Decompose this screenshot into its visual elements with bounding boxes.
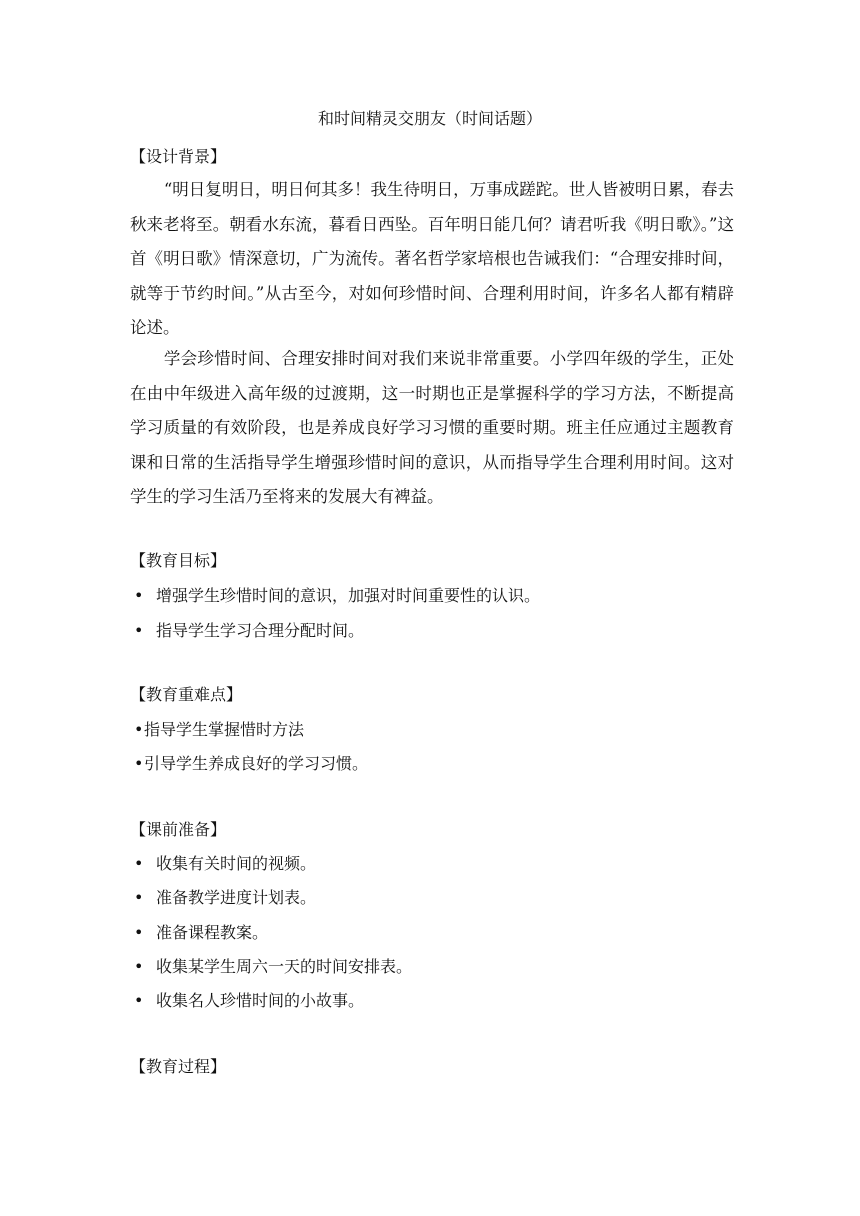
section-heading-process: 【教育过程】 bbox=[130, 1057, 227, 1076]
preparation-item bbox=[134, 922, 268, 944]
background-paragraph-1: “明日复明日，明日何其多！我生待明日，万事成蹉跎。世人皆被明日累，春去秋来老将至。朝看水东流，暮看日西坠。百年明日能几何？请君听我《明日歌》。”这首《明日歌》情深意切，广为流传。著名哲学家培根也告诫我们：“合理安排时间，就等于节约时间。”从古至今，对如何珍惜时间、合理利用时间，许多名人都有精辟论述。 bbox=[130, 180, 734, 338]
section-heading-preparation: 【课前准备】 bbox=[130, 820, 227, 839]
preparation-item-text: 收集有关时间的视频。 bbox=[156, 854, 317, 873]
background-paragraph-2: 学会珍惜时间、合理安排时间对我们来说非常重要。小学四年级的学生，正处在由中年级进入高年级的过渡期，这一时期也正是掌握科学的学习方法，不断提高学习质量的有效阶段，也是养成良好学习习惯的重要时期。班主任应通过主题教育课和日常的生活指导学生增强珍惜时间的意识，从而指导学生合理利用时间。这对学生的学习生活乃至将来的发展大有裨益。 bbox=[130, 349, 734, 507]
document-title: 和时间精灵交朋友（时间话题） bbox=[317, 109, 542, 128]
preparation-item-text: 准备课程教案。 bbox=[156, 923, 269, 942]
goal-item-text: 增强学生珍惜时间的意识，加强对时间重要性的认识。 bbox=[156, 586, 541, 605]
preparation-item-text: 收集名人珍惜时间的小故事。 bbox=[156, 991, 365, 1010]
goal-item bbox=[134, 585, 540, 607]
preparation-item-text: 收集某学生周六一天的时间安排表。 bbox=[156, 957, 413, 976]
preparation-item bbox=[134, 956, 412, 978]
section-heading-goals: 【教育目标】 bbox=[130, 551, 227, 570]
bullet-mark: • bbox=[134, 957, 144, 976]
goal-item-text: 指导学生学习合理分配时间。 bbox=[156, 621, 365, 640]
key-point-item-text: 引导学生养成良好的学习习惯。 bbox=[144, 754, 369, 773]
bullet-mark: • bbox=[134, 586, 144, 605]
key-point-item bbox=[134, 753, 368, 775]
preparation-item bbox=[134, 853, 316, 875]
preparation-item bbox=[134, 887, 316, 909]
goal-item bbox=[134, 620, 364, 642]
bullet-mark: • bbox=[134, 923, 144, 942]
section-heading-background: 【设计背景】 bbox=[130, 147, 227, 166]
bullet-mark: • bbox=[134, 621, 144, 640]
bullet-mark: • bbox=[134, 888, 144, 907]
key-point-item bbox=[134, 719, 304, 741]
preparation-item bbox=[134, 990, 364, 1012]
bullet-mark: • bbox=[134, 854, 144, 873]
key-point-item-text: 指导学生掌握惜时方法 bbox=[144, 720, 305, 739]
bullet-mark: • bbox=[134, 991, 144, 1010]
bullet-mark: • bbox=[134, 754, 144, 773]
preparation-item-text: 准备教学进度计划表。 bbox=[156, 888, 317, 907]
section-heading-key-points: 【教育重难点】 bbox=[130, 685, 243, 704]
bullet-mark: • bbox=[134, 720, 144, 739]
